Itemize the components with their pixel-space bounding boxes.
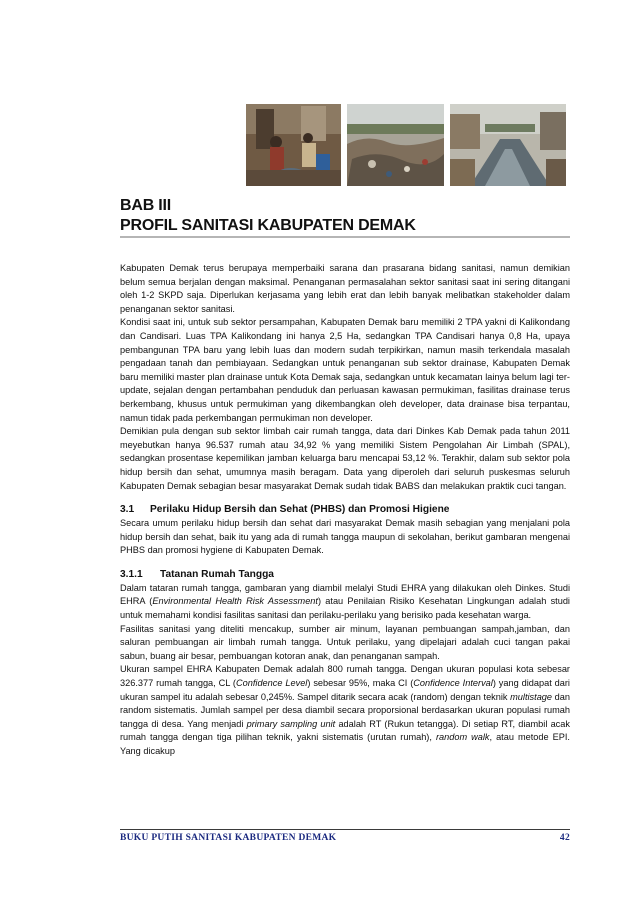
chapter-label: BAB III: [120, 197, 172, 214]
photo-waste-dump: [347, 104, 444, 186]
subsection-paragraph-1: Dalam tataran rumah tangga, gambaran yang diambil melalyi Studi EHRA yang dilakukan oleh Dinkes. Studi EHRA (Environmental Health Risk Assessment) atau Penilaian Risiko Kesehatan Lingkungan adalah studi untuk memahami kondisi fasilitas sanitasi dan perilaku-perilaku yang berisiko pada kesehatan warga.: [120, 582, 570, 621]
intro-paragraph-2: Kondisi saat ini, untuk sub sektor persampahan, Kabupaten Demak baru memiliki 2 TPA yakni di Kalikondang dan Candisari. Luas TPA Kalikondang ini hanya 2,5 Ha, sedangkan TPA Candisari hanya 0,8 Ha, upaya pembangunan TPA baru yang lebih luas dan modern sudah terpikirkan, namun masih terkendala masalah pengadaan tanah dan pembiayaan. Sedangkan untuk penanganan sub sektor drainase, Kabupaten Demak baru memiliki master plan drainase untuk Kota Demak saja, sedangkan untuk kecamatan lainya belum lagi ter-update, sejalan dengan pertambahan penduduk dan perluasan kawasan permukiman, fasilitas drainase terus berkembang, khusus untuk permukiman yang dikembangkan oleh developer, data drainase bisa terpantau, namun tidak pada perkembangan permukiman non developer.: [120, 317, 570, 423]
page-body: [120, 262, 570, 759]
chapter-heading: [120, 196, 570, 236]
intro-paragraph-1: Kabupaten Demak terus berupaya memperbaiki sarana dan prasarana bidang sanitasi, namun demikian belum semua berjalan dengan maksimal. Penanganan permasalahan sektor sanitasi saat ini sering ditangani oleh 1-2 SKPD saja. Diperlukan kerjasama yang lebih erat dan lebih banyak melibatkan stakeholder dalam penanganan sektor sanitasi.: [120, 263, 570, 314]
subsection-title: Tatanan Rumah Tangga: [160, 568, 274, 580]
section-title: Perilaku Hidup Bersih dan Sehat (PHBS) dan Promosi Higiene: [150, 504, 450, 516]
section-heading-3-1-1: [120, 568, 570, 582]
subsection-paragraph-3: Ukuran sampel EHRA Kabupaten Demak adalah 800 rumah tangga. Dengan ukuran populasi kota sebesar 326.377 rumah tangga, CL (Confidence Level) sebesar 95%, maka CI (Confidence Interval) yang didapat dari ukuran sampel itu adalah sebesar 0,245%. Sampel ditarik secara acak (random) dengan teknik multistage dan random sistematis. Jumlah sampel per desa diambil secara proporsional berdasarkan ukuran populasi rumah tangga di desa. Yang menjadi primary sampling unit adalah RT (Rukun tetangga). Di setiap RT, diambil acak rumah tangga dengan tiga pilihan teknik, yakni sistematis (urutan rumah), random walk, atau metode EPI. Yang dicakup: [120, 664, 570, 756]
chapter-divider: [120, 236, 570, 238]
photo-community-water: [246, 104, 341, 186]
footer-book-title: BUKU PUTIH SANITASI KABUPATEN DEMAK: [120, 833, 337, 843]
section-3-1-body: Secara umum perilaku hidup bersih dan sehat dari masyarakat Demak masih sebagian yang menjalani pola hidup bersih dan sehat, baik itu yang ada di rumah tangga maupun di sekolahan, berikut gambaran mengenai PHBS dan promosi hygiene di Kabupaten Demak.: [120, 518, 570, 556]
section-number: 3.1: [120, 504, 135, 516]
subsection-paragraph-2: Fasilitas sanitasi yang diteliti mencakup, sumber air minum, layanan pembuangan sampah,jamban, dan saluran pembuangan air limbah rumah tangga. Untuk perilaku, yang dipelajari adalah cuci tangan pakai sabun, buang air besar, pembuangan kotoran anak, dan penanganan sampah.: [120, 623, 570, 661]
footer-divider: [120, 829, 570, 830]
photo-flooded-street: [450, 104, 566, 186]
page-number: 42: [559, 833, 570, 843]
chapter-title: PROFIL SANITASI KABUPATEN DEMAK: [120, 217, 416, 234]
header-photo-strip: [246, 104, 566, 186]
section-heading-3-1: [120, 503, 570, 517]
page-footer: [120, 833, 570, 843]
intro-paragraph-3: Demikian pula dengan sub sektor limbah cair rumah tangga, data dari Dinkes Kab Demak pada tahun 2011 meyebutkan hanya 96.537 rumah atau 34,92 % yang memiliki Sistem Pengolahan Air Limbah (SPAL), sedangkan prosentase kepemilikan jamban keluarga baru mencapai 53,12 %. Terakhir, dalam sub sektor pola hidup bersih dan sehat, umumnya masih beragam. Data yang diperoleh dari seluruh puskesmas seluruh Kabupaten Demak sebagian besar masyarakat Demak sudah tidak BABS dan melakukan praktik cuci tangan.: [120, 426, 570, 491]
subsection-number: 3.1.1: [120, 568, 143, 580]
